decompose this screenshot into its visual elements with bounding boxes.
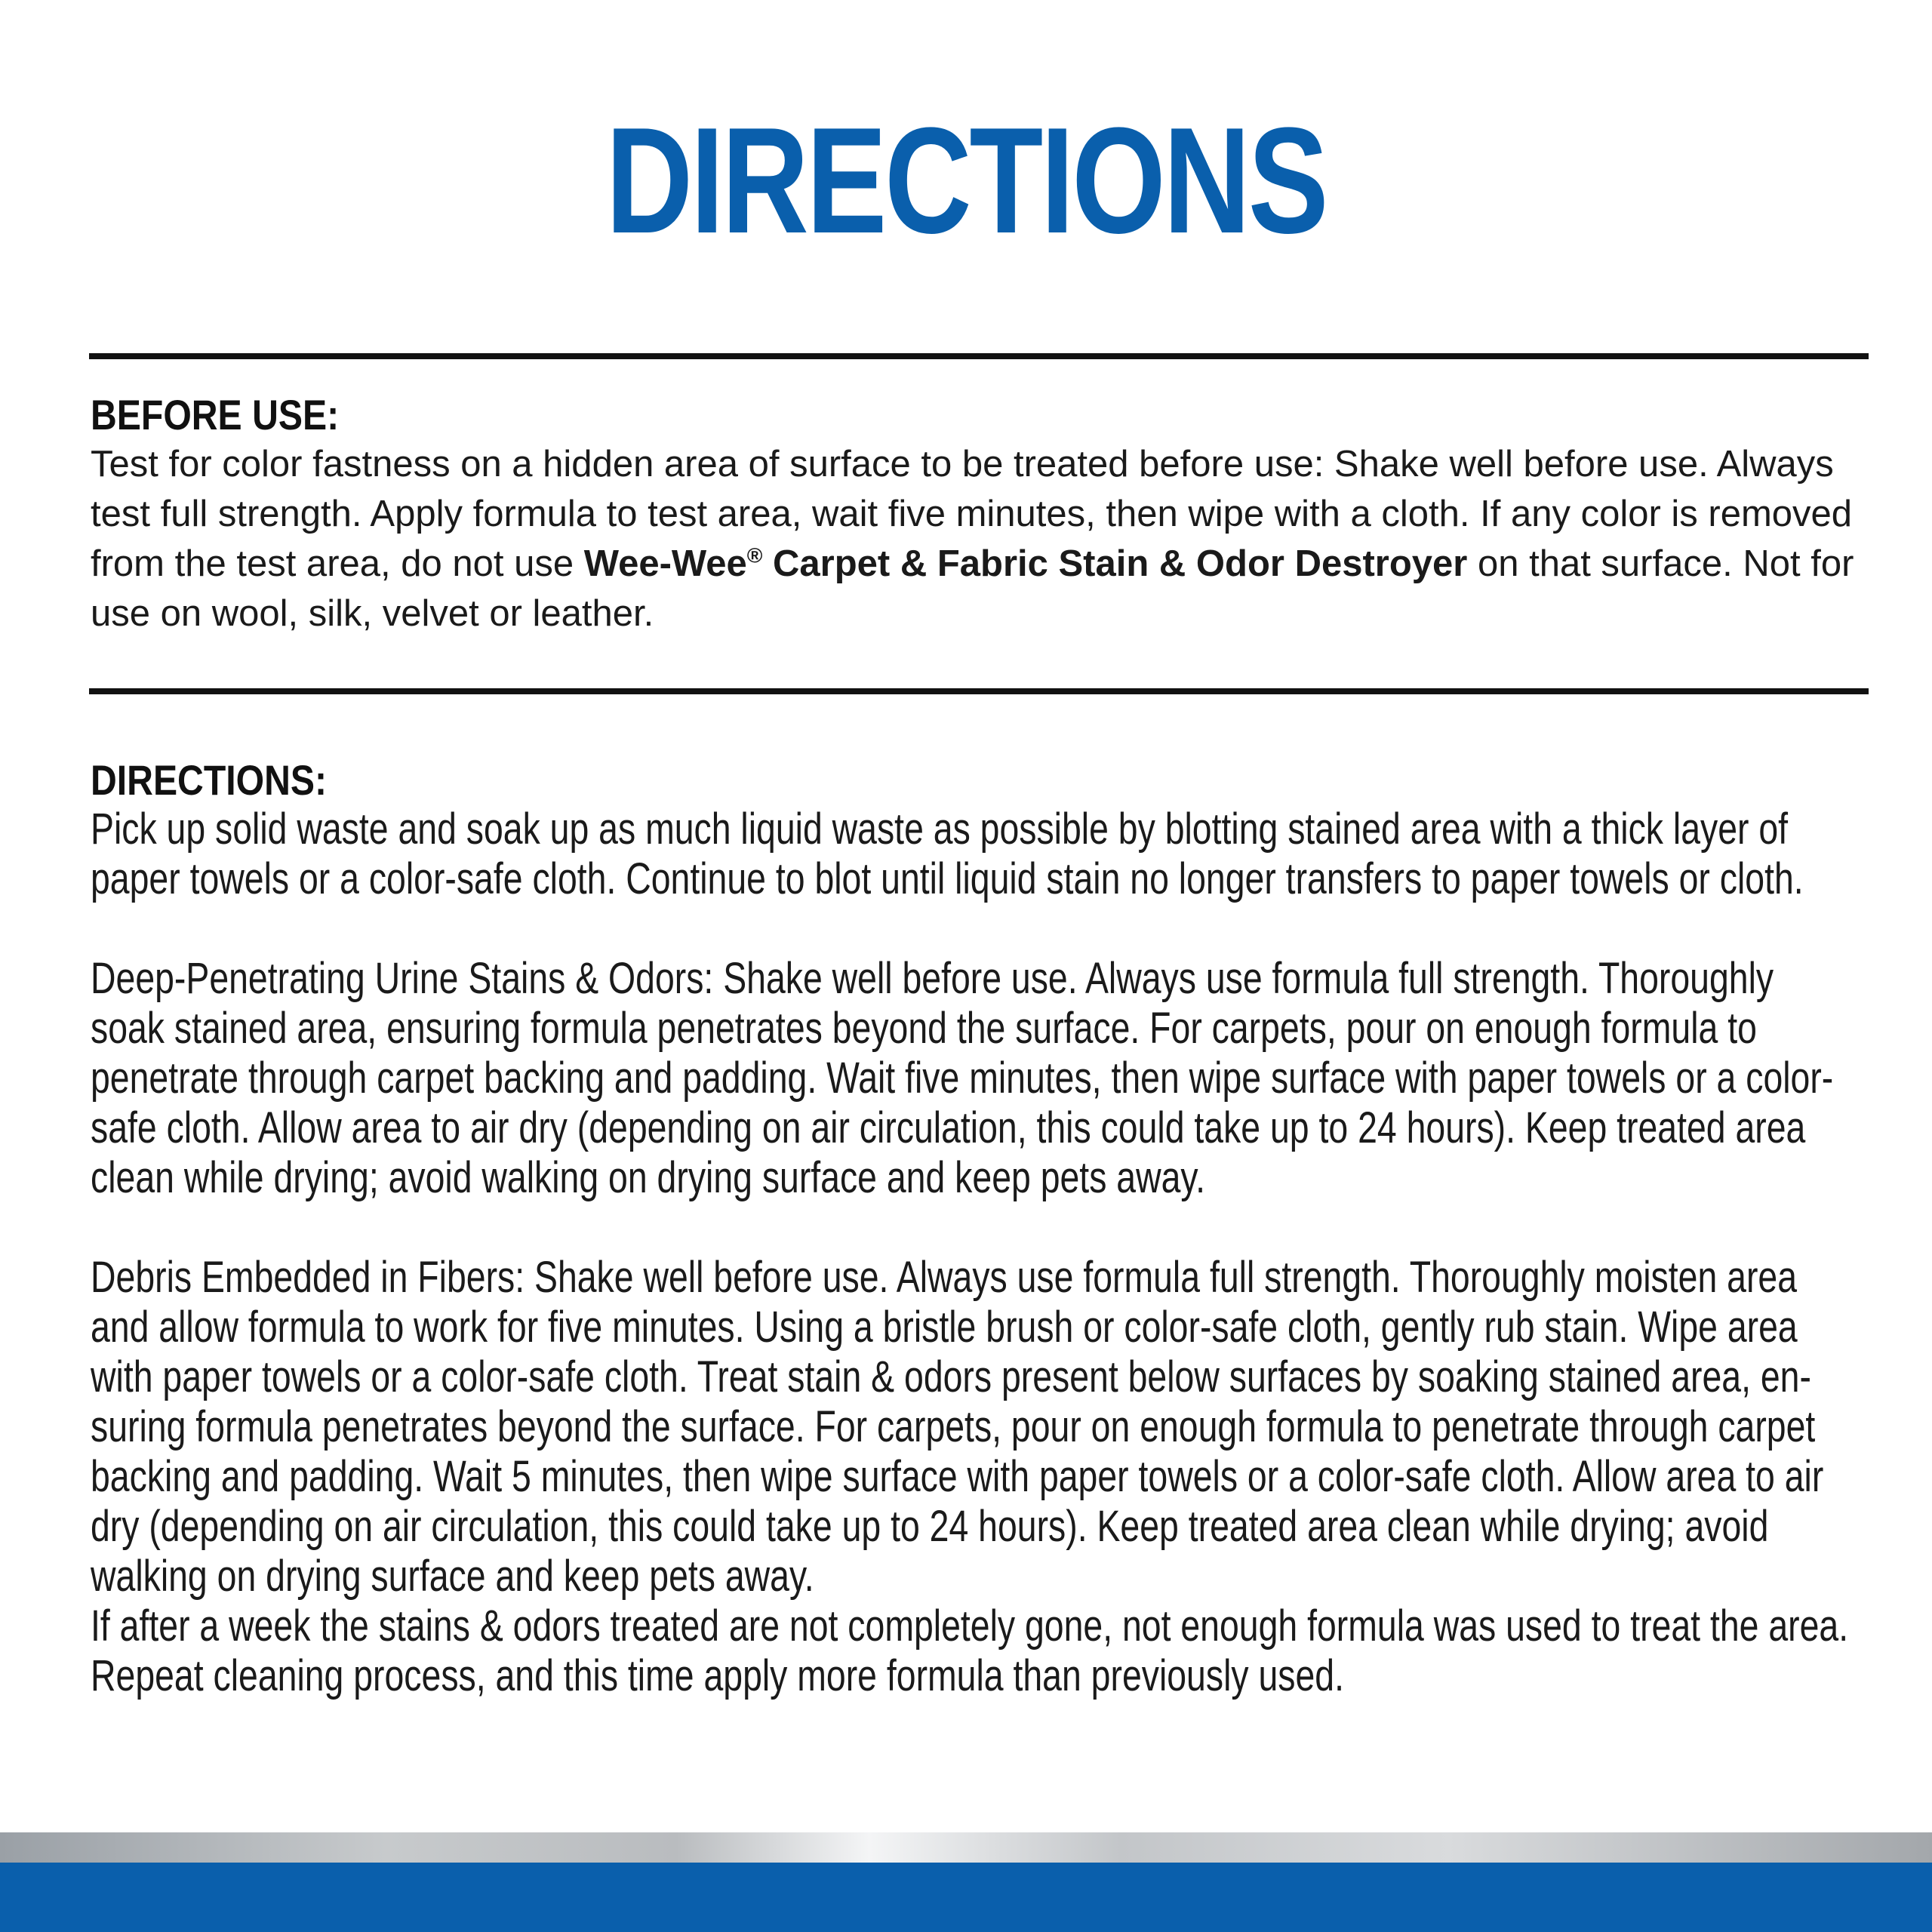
footer-blue-band xyxy=(0,1863,1932,1932)
directions-paragraph-urine: Deep-Penetrating Urine Stains & Odors: Shake well before use. Always use formula full strength. Thoroughly soak stained area, ensuring formula penetrates beyond the surface. For carpets, pour on enough formula to penetrate through carpet backing and padding. Wait five minutes, then wipe surface with paper towels or a color-safe cloth. Allow area to air dry (depending on air circulation, this could take up to 24 hours). Keep treated area clean while drying; avoid walking on drying surface and keep pets away. xyxy=(91,954,1834,1202)
directions-paragraph-repeat: If after a week the stains & odors treated are not completely gone, not enough formula was used to treat the area. Repeat cleaning process, and this time apply more formula than previously used. xyxy=(91,1601,1849,1700)
middle-divider xyxy=(89,688,1869,694)
before-use-text-part-1: Test for color fastness on a hidden area of surface to be treated before use: Shake well before use. Always test full strength. Apply formula to test area, wait five minutes, then wipe with a cloth. If any color is removed from the test area, do not use xyxy=(91,444,1853,584)
before-use-text xyxy=(91,439,1857,638)
product-name xyxy=(584,543,1468,584)
footer-silver-band xyxy=(0,1832,1932,1863)
directions-heading: DIRECTIONS: xyxy=(91,756,328,804)
before-use-section xyxy=(91,391,1857,638)
before-use-text-part-2: on that surface. Not for use on wool, silk, velvet or leather. xyxy=(91,543,1854,634)
directions-paragraph-pickup: Pick up solid waste and soak up as much liquid waste as possible by blotting stained area with a thick layer of paper towels or a color-safe cloth. Continue to blot until liquid stain no longer transfers to paper towels or cloth. xyxy=(91,804,1804,903)
before-use-heading: BEFORE USE: xyxy=(91,391,340,438)
brand-name: Wee-Wee xyxy=(583,543,747,584)
directions-paragraph-debris: Debris Embedded in Fibers: Shake well before use. Always use formula full strength. Thoroughly moisten area and allow formula to work for five minutes. Using a bristle brush or color-safe cloth, gently rub stain. Wipe area with paper towels or a color-safe cloth. Treat stain & odors present below surfaces by soaking stained area, en-suring formula penetrates beyond the surface. For carpets, pour on enough formula to penetrate through carpet backing and padding. Wait 5 minutes, then wipe surface with paper towels or a color-safe cloth. Allow area to air dry (depending on air circulation, this could take up to 24 hours). Keep treated area clean while drying; avoid walking on drying surface and keep pets away. xyxy=(91,1253,1824,1601)
brand-product: Carpet & Fabric Stain & Odor Destroyer xyxy=(762,543,1468,584)
top-divider xyxy=(89,353,1869,359)
page-title: DIRECTIONS xyxy=(605,97,1327,265)
registered-mark: ® xyxy=(746,543,763,568)
directions-section xyxy=(91,756,1857,1701)
